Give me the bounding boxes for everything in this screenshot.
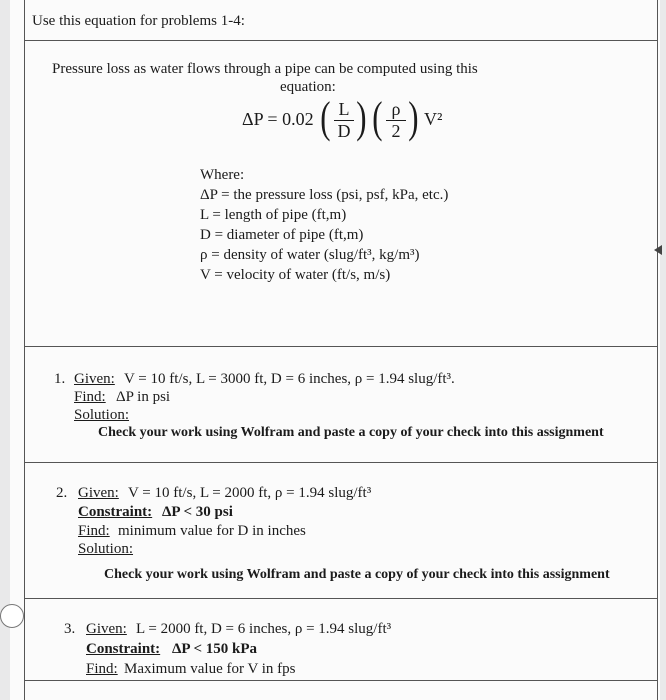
problem-3-constraint-label: Constraint:: [86, 641, 161, 657]
problem-1-number: 1.: [54, 371, 66, 387]
problem-1-given-label: Given:: [74, 371, 115, 387]
cursor-arrow-icon: [654, 245, 662, 255]
where-label: Where:: [200, 167, 245, 183]
divider-2: [24, 462, 658, 463]
problem-2-given: V = 10 ft/s, L = 2000 ft, ρ = 1.94 slug/ft³: [128, 485, 372, 501]
problem-1-find-label: Find:: [74, 389, 106, 405]
frac1-numerator: L: [338, 99, 350, 119]
definition-velocity: V = velocity of water (ft/s, m/s): [200, 267, 391, 283]
intro-line-2: equation:: [280, 79, 336, 95]
problem-2-find: minimum value for D in inches: [118, 523, 306, 539]
problem-1-given: V = 10 ft/s, L = 3000 ft, D = 6 inches, ρ = 1.94 slug/ft³.: [124, 371, 455, 387]
problem-1-check-note: Check your work using Wolfram and paste a copy of your check into this assignment: [98, 425, 604, 440]
paren-close-2: ): [408, 93, 419, 142]
problem-1-find: ΔP in psi: [116, 389, 171, 405]
problem-2-solution-label: Solution:: [78, 541, 134, 557]
frac1-denominator: D: [337, 121, 351, 141]
problem-2-check-note: Check your work using Wolfram and paste a copy of your check into this assignment: [104, 567, 610, 582]
divider-4: [24, 680, 658, 681]
problem-2-find-label: Find:: [78, 523, 110, 539]
problem-1-solution-label: Solution:: [74, 407, 130, 423]
problem-3-find: Maximum value for V in fps: [124, 661, 296, 677]
problem-3-number: 3.: [64, 621, 76, 637]
paren-open-1: (: [320, 93, 331, 142]
divider-1: [24, 346, 658, 347]
problem-2-constraint-label: Constraint:: [78, 504, 153, 520]
problem-2-number: 2.: [56, 485, 68, 501]
equation-lhs: ΔP = 0.02: [242, 109, 314, 129]
divider-3: [24, 598, 658, 599]
frac2-denominator: 2: [391, 121, 401, 141]
document-page: [10, 0, 660, 700]
problem-2-constraint: ΔP < 30 psi: [162, 504, 233, 520]
problem-3-find-label: Find:: [86, 661, 118, 677]
paren-close-1: ): [356, 93, 367, 142]
problem-2-given-label: Given:: [78, 485, 119, 501]
equation-velocity-term: V²: [424, 109, 443, 129]
frac2-numerator: ρ: [391, 99, 401, 119]
header-text: Use this equation for problems 1-4:: [32, 13, 245, 29]
definition-diameter: D = diameter of pipe (ft,m): [200, 227, 364, 243]
problem-3-constraint: ΔP < 150 kPa: [172, 641, 258, 657]
definition-density: ρ = density of water (slug/ft³, kg/m³): [200, 247, 420, 263]
problem-3-given: L = 2000 ft, D = 6 inches, ρ = 1.94 slug/ft³: [136, 621, 392, 637]
definition-length: L = length of pipe (ft,m): [200, 207, 347, 223]
problem-3-given-label: Given:: [86, 621, 127, 637]
top-divider: [24, 40, 658, 41]
paren-open-2: (: [372, 93, 383, 142]
radio-circle[interactable]: [0, 604, 24, 628]
definition-delta-p: ΔP = the pressure loss (psi, psf, kPa, etc.): [200, 187, 449, 203]
intro-line-1: Pressure loss as water flows through a pipe can be computed using this: [52, 61, 478, 77]
